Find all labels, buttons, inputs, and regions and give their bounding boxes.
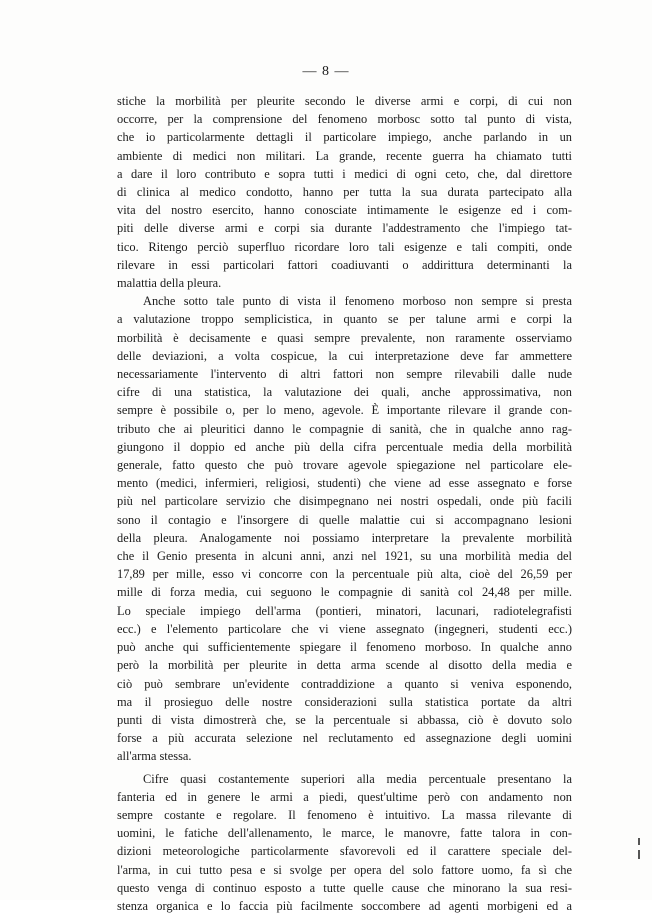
paragraph-2 bbox=[117, 292, 572, 765]
text-line: ciò può sembrare un'evidente contraddizione a quanto si veniva esponendo, bbox=[117, 676, 572, 691]
text-line: uomini, le fatiche dell'allenamento, le marce, le manovre, fatte talora in con- bbox=[117, 826, 572, 841]
text-line: giungono il doppio ed anche più della cifra percentuale media della morbilità bbox=[117, 439, 572, 454]
text-line: rilevare in essi particolari fattori coadiuvanti o addirittura determinanti la bbox=[117, 257, 572, 272]
text-line: 17,89 per mille, esso vi concorre con la percentuale più alta, cioè del 26,59 per bbox=[117, 567, 572, 582]
text-line: della pleura. Analogamente noi possiamo interpretare la prevalente morbilità bbox=[117, 530, 572, 545]
paragraph-3 bbox=[117, 770, 572, 915]
text-line: ambiente di medici non militari. La grande, recente guerra ha chiamato tutti bbox=[117, 148, 572, 163]
text-line: Cifre quasi costantemente superiori alla media percentuale presentano la bbox=[143, 771, 572, 786]
text-line: all'arma stessa. bbox=[117, 749, 192, 764]
binding-mark bbox=[638, 838, 640, 845]
text-line: generale, fatto questo che può trovare agevole spiegazione nel particolare ele- bbox=[117, 458, 572, 473]
text-line: Anche sotto tale punto di vista il fenomeno morboso non sempre si presta bbox=[143, 294, 572, 309]
text-line: stiche la morbilità per pleurite secondo le diverse armi e corpi, di cui non bbox=[117, 94, 572, 108]
text-line: a dare il loro contributo e sopra tutti i medici di ogni ceto, che, dal direttore bbox=[117, 166, 572, 181]
text-line: stenza organica e lo faccia più facilmente soccombere ad agenti morbigeni ed a bbox=[117, 898, 572, 913]
text-line: delle deviazioni, a volta cospicue, la cui interpretazione deve far ammettere bbox=[117, 348, 572, 363]
paragraph-1 bbox=[117, 92, 572, 292]
page-number: — 8 — bbox=[302, 64, 350, 79]
binding-mark bbox=[638, 850, 640, 859]
text-line: malattia della pleura. bbox=[117, 276, 222, 291]
text-line: occorre, per la comprensione del fenomeno morbosc sotto tal punto di vista, bbox=[117, 112, 572, 127]
text-line: necessariamente l'intervento di altri fattori non sempre rilevabili dalle nude bbox=[117, 367, 572, 382]
text-line: cifre di una statistica, la valutazione dei quali, anche approssimativa, non bbox=[117, 385, 572, 400]
text-line: fanteria ed in genere le armi a piedi, quest'ultime però con andamento non bbox=[117, 789, 572, 804]
text-line: tico. Ritengo perciò superfluo ricordare loro tali esigenze e tali compiti, onde bbox=[117, 239, 572, 254]
text-line: più nel particolare servizio che disimpegnano nei nostri ospedali, onde più facili bbox=[117, 494, 572, 509]
text-line: morbilità è decisamente e quasi sempre prevalente, non raramente osserviamo bbox=[117, 330, 572, 345]
text-line: vita del nostro esercito, hanno conosciate intimamente le esigenze ed i com- bbox=[117, 203, 572, 218]
text-line: sono il contagio e l'insorgere di quelle malattie cui si accompagnano lesioni bbox=[117, 512, 572, 527]
text-line: può anche qui sufficientemente spiegare il fenomeno morboso. In qualche anno bbox=[117, 640, 572, 655]
text-line: di clinica al medico condotto, hanno per tutta la sua durata partecipato alla bbox=[117, 185, 572, 200]
text-line: l'arma, in cui tutto pesa e si svolge per opera del solo fattore uomo, fa sì che bbox=[117, 862, 572, 877]
text-line: piti delle diverse armi e corpi sia durante l'addestramento che l'impiego tat- bbox=[117, 221, 572, 236]
text-line: sempre è possibile o, per lo meno, agevole. È importante rilevare il grande con- bbox=[117, 403, 572, 418]
text-line: punti di vista dimostrerà che, se la percentuale si abbassa, ciò è dovuto solo bbox=[117, 712, 572, 727]
text-line: Lo speciale impiego dell'arma (pontieri, minatori, lacunari, radiotelegrafisti bbox=[117, 603, 572, 618]
text-line: questo venga di continuo esposto a tutte quelle cause che minorano la sua resi- bbox=[117, 880, 572, 895]
text-line: però la morbilità per pleurite in detta arma scende al disotto della media e bbox=[117, 658, 572, 673]
body-text bbox=[117, 92, 572, 915]
text-line: mille di forza media, cui seguono le compagnie di sanità col 24,48 per mille. bbox=[117, 585, 572, 600]
text-line: sempre costante e regolare. Il fenomeno è intuitivo. La massa rilevante di bbox=[117, 807, 572, 822]
text-line: ma il prosieguo delle nostre considerazioni sulla statistica portate da altri bbox=[117, 694, 572, 709]
text-line: che io particolarmente dettagli il particolare impiego, anche parlando in un bbox=[117, 130, 572, 145]
text-line: forse a più accurata selezione nel reclutamento ed assegnazione degli uomini bbox=[117, 731, 572, 746]
text-line: a valutazione troppo semplicistica, in quanto se per talune armi e corpi la bbox=[117, 312, 572, 327]
text-line: che il Genio presenta in alcuni anni, anzi nel 1921, su una morbilità media del bbox=[117, 549, 572, 564]
text-line: dizioni meteorologiche particolarmente sfavorevoli ed il carattere speciale del- bbox=[117, 844, 572, 859]
text-line: mento (medici, infermieri, religiosi, studenti) che viene ad esse assegnato e forse bbox=[117, 476, 572, 491]
text-line: tributo che ai pleuritici danno le compagnie di sanità, che in qualche anno rag- bbox=[117, 421, 572, 436]
text-line: ecc.) e l'elemento particolare che vi viene assegnato (ingegneri, studenti ecc.) bbox=[117, 621, 572, 636]
